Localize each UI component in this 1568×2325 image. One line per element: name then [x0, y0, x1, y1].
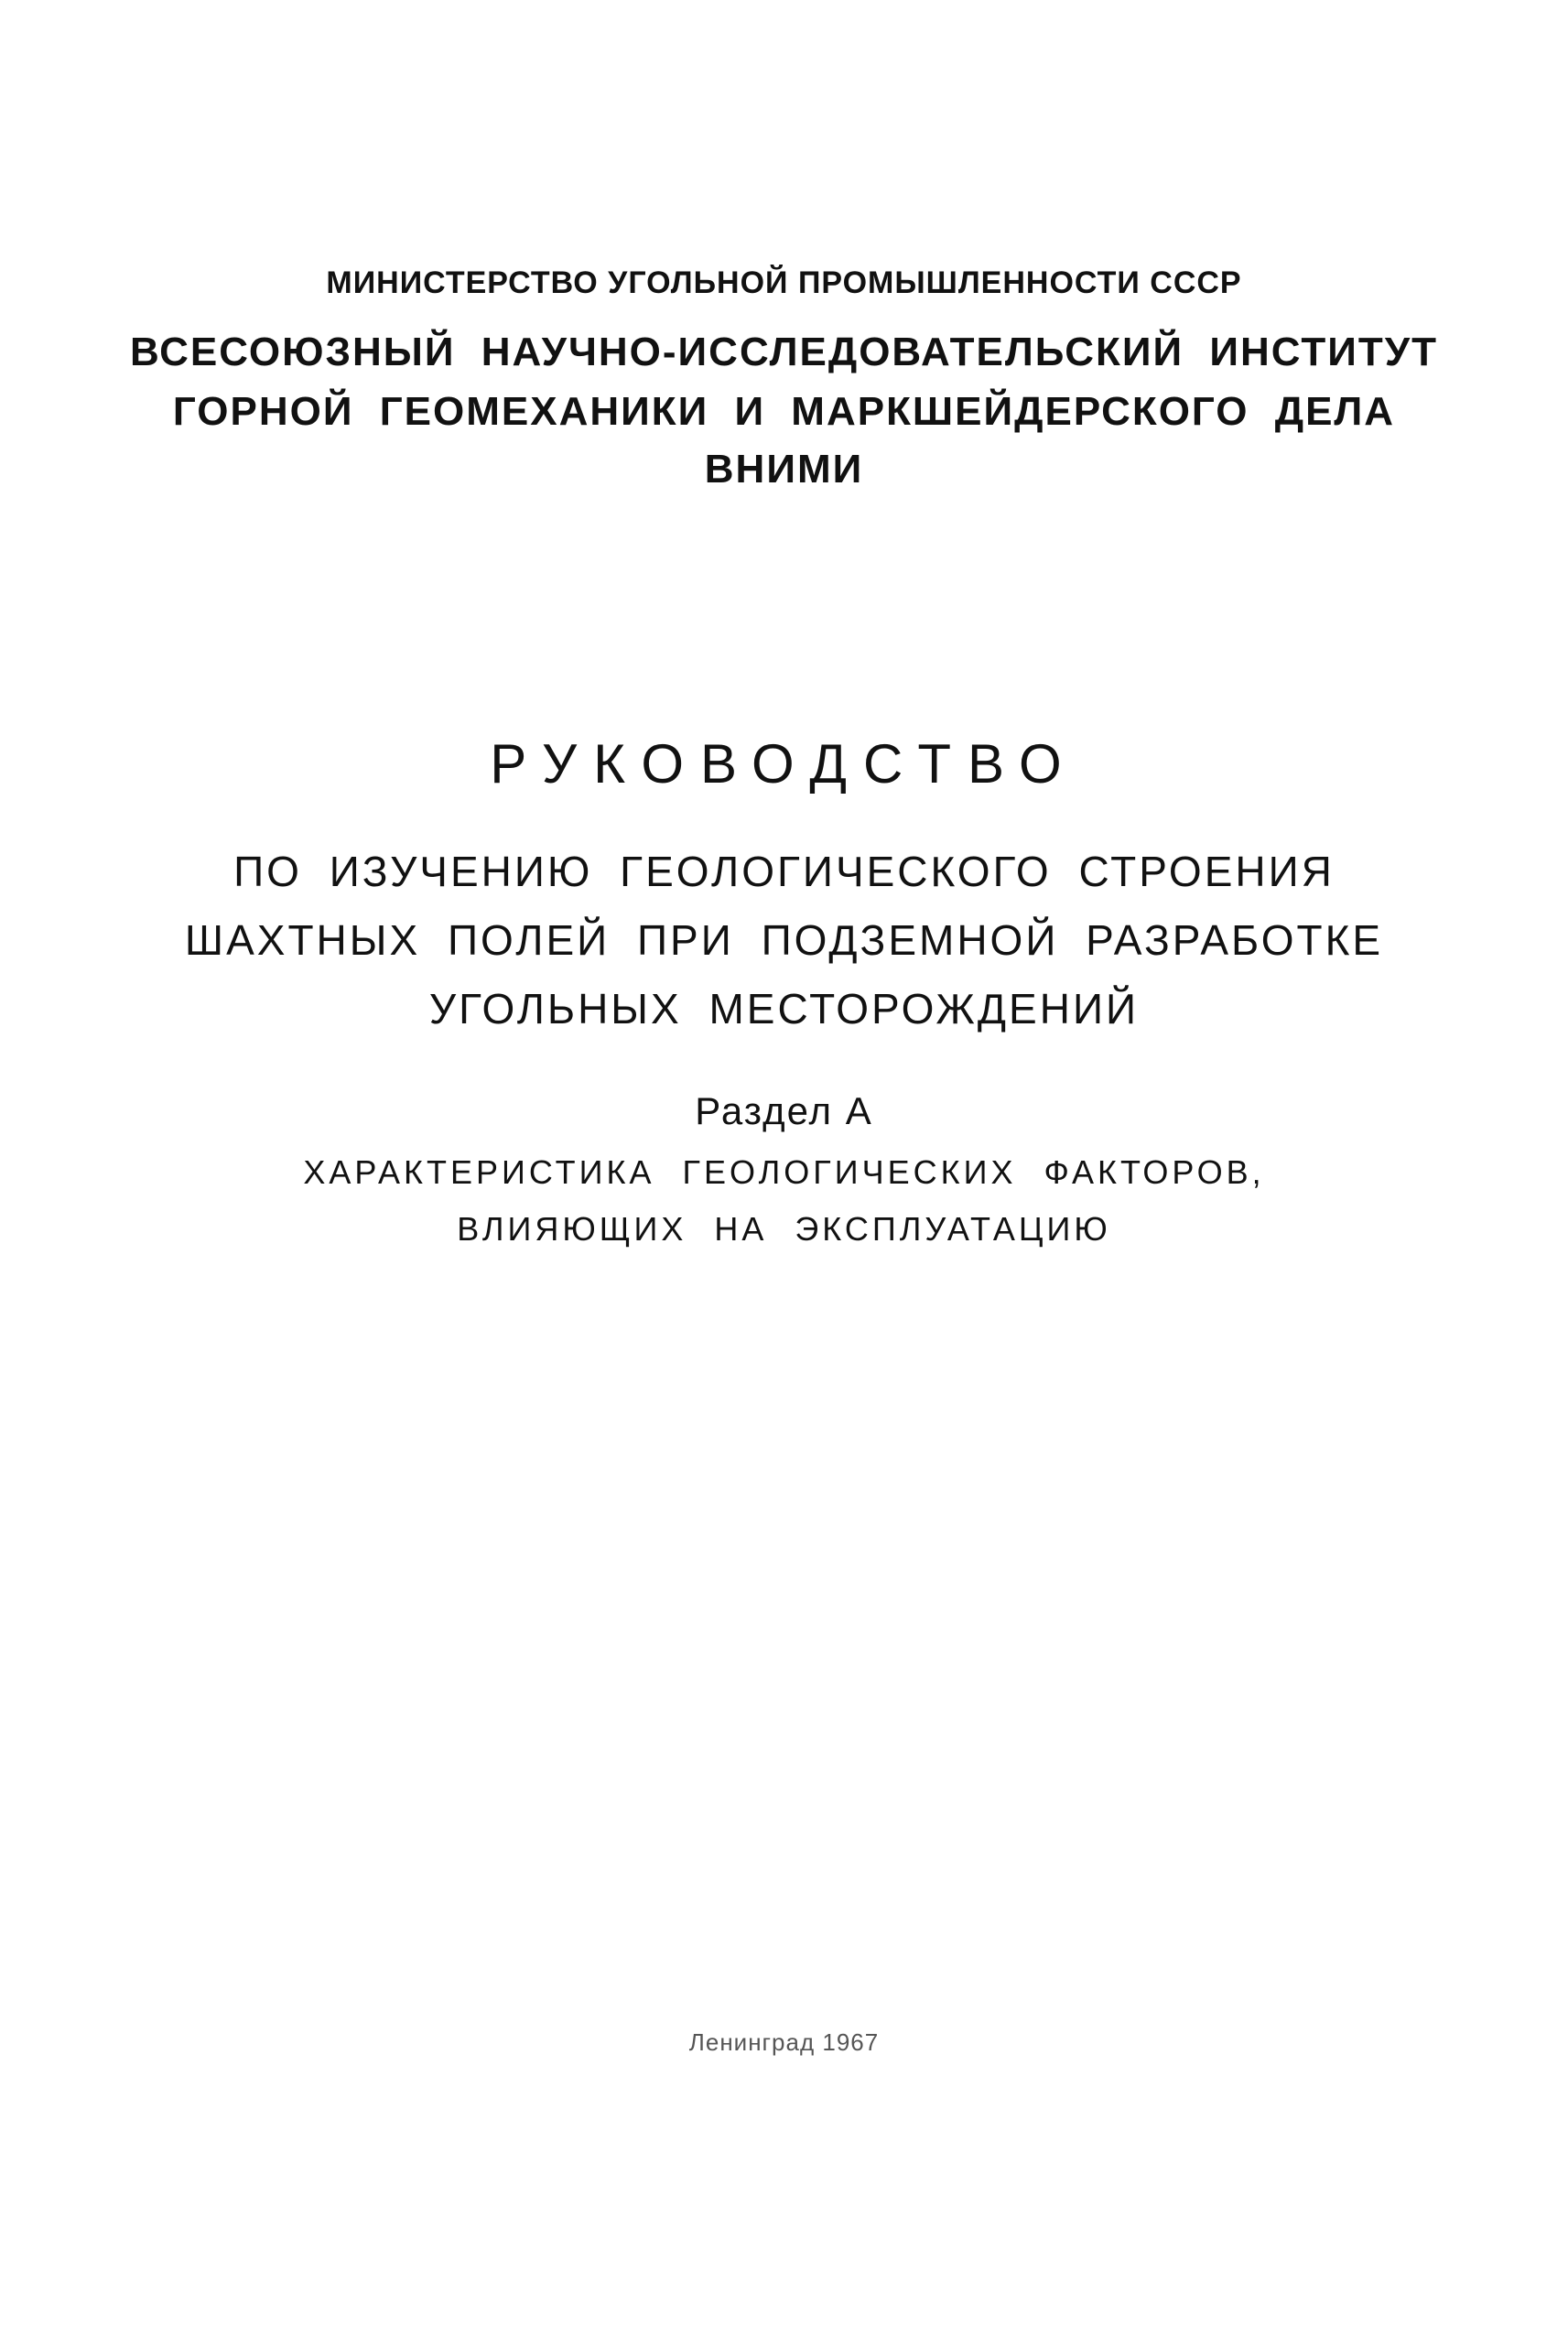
publication-place-year: Ленинград 1967 [688, 2028, 880, 2056]
document-title: РУКОВОДСТВО [490, 733, 1078, 795]
institute-name-line-2: ГОРНОЙ ГЕОМЕХАНИКИ И МАРКШЕЙДЕРСКОГО ДЕЛА [172, 389, 1396, 434]
institute-name-line-1: ВСЕСОЮЗНЫЙ НАУЧНО-ИССЛЕДОВАТЕЛЬСКИЙ ИНСТИТУТ [129, 330, 1439, 374]
subtitle-line-3: УГОЛЬНЫХ МЕСТОРОЖДЕНИЙ [428, 985, 1140, 1033]
section-label: Раздел А [695, 1089, 873, 1132]
section-description-line-2: ВЛИЯЮЩИХ НА ЭКСПЛУАТАЦИЮ [457, 1210, 1111, 1248]
institute-abbreviation: ВНИМИ [704, 447, 864, 492]
ministry-name: МИНИСТЕРСТВО УГОЛЬНОЙ ПРОМЫШЛЕННОСТИ СССР [326, 265, 1242, 300]
subtitle-line-1: ПО ИЗУЧЕНИЮ ГЕОЛОГИЧЕСКОГО СТРОЕНИЯ [233, 848, 1335, 895]
subtitle-line-2: ШАХТНЫХ ПОЛЕЙ ПРИ ПОДЗЕМНОЙ РАЗРАБОТКЕ [184, 916, 1384, 964]
section-description-line-1: ХАРАКТЕРИСТИКА ГЕОЛОГИЧЕСКИХ ФАКТОРОВ, [303, 1153, 1265, 1191]
